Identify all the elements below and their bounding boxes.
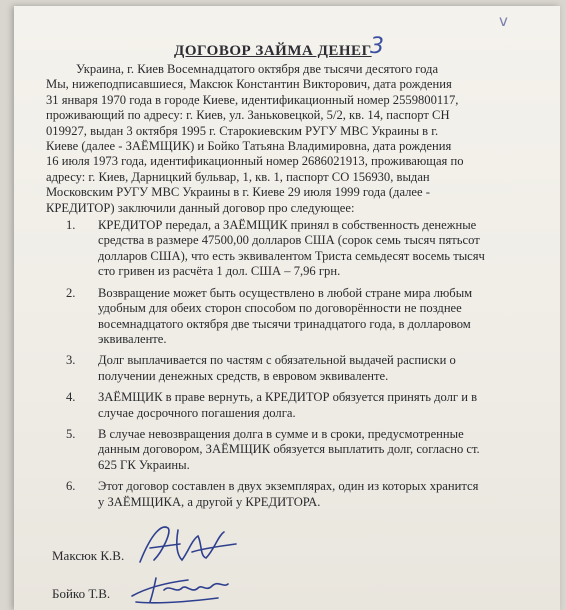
intro-line: 019927, выдан 3 октября 1995 г. Старокиевским РУГУ МВС Украины в г. — [46, 123, 439, 138]
contract-page — [14, 6, 560, 610]
clause-3 — [46, 353, 544, 384]
signatory-name: Максюк К.В. — [52, 548, 125, 563]
clause-number: 5. — [66, 426, 76, 441]
intro-line: адресу: г. Киев, Дарницкий бульвар, 1, кв. 1, паспорт СО 156930, выдан — [46, 169, 430, 184]
intro-line: Киеве (далее - ЗАЁМЩИК) и Бойко Татьяна Владимировна, дата рождения — [46, 139, 452, 154]
intro-line: Украина, г. Киев Восемнадцатого октября две тысячи десятого года — [76, 62, 439, 76]
intro-line: Мы, нижеподписавшиеся, Максюк Константин Викторович, дата рождения — [46, 77, 452, 92]
intro-line: Московским РУГУ МВС Украины в г. Киеве 29 июля 1999 года (далее - — [46, 185, 430, 200]
clause-line: средства в размере 47500,00 долларов США (сорок семь тысяч пятьсот — [98, 233, 480, 248]
intro-line: проживающий по адресу: г. Киев, ул. Заньковецкой, 5/2, кв. 14, паспорт СН — [46, 108, 450, 123]
document-title: ДОГОВОР ЗАЙМА ДЕНЕГ — [174, 43, 372, 59]
clause-list — [46, 218, 544, 510]
clause-line: ЗАЁМЩИК в праве вернуть, а КРЕДИТОР обязуется принять долг и в — [98, 390, 478, 405]
signatory-row-borrower — [52, 548, 124, 564]
clause-number: 1. — [66, 218, 76, 233]
clause-line: данным договором, ЗАЁМЩИК обязуется выплатить долг, согласно ст. — [98, 442, 480, 457]
clause-line: эквиваленте. — [98, 331, 167, 346]
clause-4 — [46, 390, 544, 421]
intro-line: 16 июля 1973 года, идентификационный номер 2686021913, проживающая по — [46, 154, 464, 169]
borrower-signature — [132, 522, 242, 570]
clause-1 — [46, 218, 544, 280]
clause-line: В случае невозвращения долга в сумме и в сроки, предусмотренные — [98, 426, 464, 441]
clause-line: КРЕДИТОР передал, а ЗАЁМЩИК принял в собственность денежные — [98, 218, 477, 233]
corner-check-mark: v — [499, 12, 508, 30]
contract-body — [46, 62, 544, 516]
clause-line: Долг выплачивается по частям с обязательной выдачей расписки о — [98, 353, 456, 368]
clause-line: у ЗАЁМЩИКА, а другой у КРЕДИТОРА. — [98, 494, 321, 509]
handwritten-copy-number: 3 — [370, 34, 384, 59]
clause-line: случае досрочного погашения долга. — [98, 405, 296, 420]
clause-2 — [46, 286, 544, 348]
clause-line: удобным для обеих сторон способом по договорённости не позднее — [98, 301, 462, 316]
clause-line: долларов США), что есть эквивалентом Триста семьдесят восемь тысяч — [98, 248, 485, 263]
clause-line: Этот договор составлен в двух экземплярах, один из которых хранится — [98, 479, 479, 494]
clause-line: сто гривен из расчёта 1 дол. США – 7,96 грн. — [98, 264, 341, 279]
clause-line: Возвращение может быть осуществлено в любой стране мира любым — [98, 285, 473, 300]
intro-line: 31 января 1970 года в городе Киеве, идентификационный номер 2559800117, — [46, 92, 459, 107]
clause-line: получении денежных средств, в евровом эквиваленте. — [98, 368, 389, 383]
signatory-name: Бойко Т.В. — [52, 586, 111, 601]
intro-paragraph — [46, 62, 544, 216]
clause-number: 3. — [66, 353, 76, 368]
clause-5 — [46, 427, 544, 473]
clause-number: 4. — [66, 390, 76, 405]
intro-line: КРЕДИТОР) заключили данный договор про следующее: — [46, 200, 355, 215]
clause-number: 6. — [66, 479, 76, 494]
clause-6 — [46, 479, 544, 510]
lender-signature — [126, 566, 236, 608]
signatory-row-lender — [52, 586, 110, 602]
clause-line: восемнадцатого октября две тысячи тринадцатого года, в долларовом — [98, 316, 471, 331]
clause-line: 625 ГК Украины. — [98, 457, 190, 472]
clause-number: 2. — [66, 285, 76, 300]
